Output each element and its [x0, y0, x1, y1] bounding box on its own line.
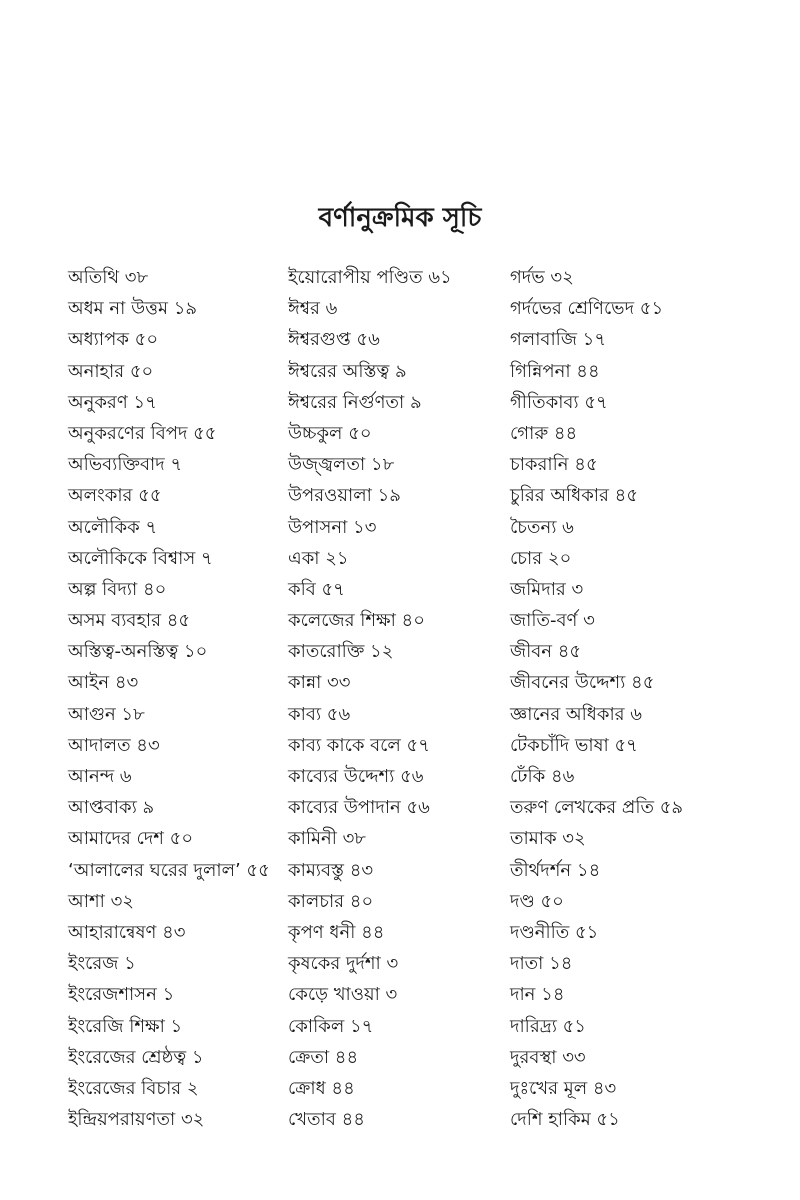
- index-entry: ইংরেজশাসন ১: [68, 984, 175, 1006]
- index-entry: গিন্নিপনা ৪৪: [510, 360, 600, 382]
- index-entry: কাব্যের উপাদান ৫৬: [288, 797, 430, 819]
- index-entry: উপরওয়ালা ১৯: [288, 485, 401, 507]
- index-entry: অতিথি ৩৮: [68, 267, 149, 288]
- index-entry: আহারান্বেষণ ৪৩: [68, 921, 186, 943]
- index-entry: আইন ৪৩: [68, 672, 139, 694]
- index-entry: আপ্তবাক্য ৯: [68, 797, 155, 819]
- index-entry: ক্রোধ ৪৪: [288, 1077, 355, 1099]
- index-column-2: [288, 262, 528, 1135]
- index-entry: গলাবাজি ১৭: [510, 329, 607, 351]
- index-entry: আমাদের দেশ ৫০: [68, 828, 194, 850]
- index-entry: ‘আলালের ঘরের দুলাল’ ৫৫: [68, 859, 270, 881]
- index-entry: কৃপণ ধনী ৪৪: [288, 921, 385, 943]
- index-entry: টেকচাঁদি ভাষা ৫৭: [510, 734, 638, 756]
- index-entry: কলেজের শিক্ষা ৪০: [288, 610, 425, 632]
- index-entry: ইংরেজের শ্রেষ্ঠত্ব ১: [68, 1046, 204, 1068]
- index-entry: একা ২১: [288, 547, 349, 569]
- index-entry: অসম ব্যবহার ৪৫: [68, 610, 191, 632]
- index-column-1: [68, 262, 308, 1135]
- index-entry: ক্রেতা ৪৪: [288, 1046, 359, 1068]
- page-title: বর্ণানুক্রমিক সূচি: [318, 203, 482, 234]
- index-entry: ঈশ্বরের নির্গুণতা ৯: [288, 391, 422, 413]
- index-entry: তরুণ লেখকের প্রতি ৫৯: [510, 797, 684, 819]
- index-entry: চোর ২০: [510, 547, 572, 569]
- index-entry: জমিদার ৩: [510, 578, 584, 600]
- index-entry: কোকিল ১৭: [288, 1015, 374, 1037]
- index-entry: জীবনের উদ্দেশ্য ৪৫: [510, 672, 655, 694]
- index-entry: গর্দভ ৩২: [510, 267, 574, 288]
- index-entry: ঢেঁকি ৪৬: [510, 766, 575, 787]
- index-column-3: [510, 262, 750, 1135]
- index-entry: দণ্ড ৫০: [510, 890, 564, 912]
- index-entry: জাতি-বর্ণ ৩: [510, 610, 595, 632]
- index-entry: ইংরেজ ১: [68, 953, 136, 975]
- index-entry: জ্ঞানের অধিকার ৬: [510, 703, 643, 725]
- index-entry: ঈশ্বরের অস্তিত্ব ৯: [288, 360, 407, 382]
- index-entry: তীর্থদর্শন ১৪: [510, 859, 601, 881]
- index-entry: কামিনী ৩৮: [288, 828, 366, 850]
- index-entry: আদালত ৪৩: [68, 734, 160, 756]
- index-entry: জীবন ৪৫: [510, 641, 582, 663]
- index-entry: ইংরেজের বিচার ২: [68, 1077, 199, 1099]
- index-entry: কান্না ৩৩: [288, 672, 351, 694]
- index-entry: অনুকরণ ১৭: [68, 391, 157, 413]
- index-entry: অনুকরণের বিপদ ৫৫: [68, 422, 217, 444]
- index-entry: দণ্ডনীতি ৫১: [510, 921, 599, 943]
- index-entry: অলংকার ৫৫: [68, 485, 162, 507]
- index-entry: অলৌকিক ৭: [68, 516, 158, 538]
- index-entry: কৃষকের দুর্দশা ৩: [288, 953, 399, 975]
- index-entry: ঈশ্বর ৬: [288, 298, 338, 320]
- index-entry: খেতাব ৪৪: [288, 1109, 365, 1131]
- index-entry: উজ্জ্বলতা ১৮: [288, 454, 395, 476]
- index-entry: ইংরেজি শিক্ষা ১: [68, 1015, 183, 1037]
- index-entry: আগুন ১৮: [68, 703, 145, 725]
- index-entry: চুরির অধিকার ৪৫: [510, 485, 639, 507]
- index-entry: কাব্য ৫৬: [288, 703, 351, 725]
- index-entry: দারিদ্র্য ৫১: [510, 1015, 586, 1037]
- index-entry: কালচার ৪০: [288, 890, 374, 912]
- index-entry: অভিব্যক্তিবাদ ৭: [68, 454, 183, 476]
- index-entry: কেড়ে খাওয়া ৩: [288, 984, 398, 1006]
- index-entry: কাম্যবস্তু ৪৩: [288, 859, 374, 881]
- index-entry: দান ১৪: [510, 984, 565, 1006]
- index-entry: আশা ৩২: [68, 890, 134, 912]
- index-entry: কবি ৫৭: [288, 578, 345, 600]
- index-entry: ইয়োরোপীয় পণ্ডিত ৬১: [288, 267, 452, 288]
- index-entry: কাব্য কাকে বলে ৫৭: [288, 734, 430, 756]
- index-entry: গীতিকাব্য ৫৭: [510, 391, 608, 413]
- index-entry: ইন্দ্রিয়পরায়ণতা ৩২: [68, 1109, 205, 1131]
- index-entry: অধ্যাপক ৫০: [68, 329, 159, 351]
- index-entry: অধম না উত্তম ১৯: [68, 298, 198, 320]
- index-entry: কাতরোক্তি ১২: [288, 641, 394, 663]
- index-entry: উপাসনা ১৩: [288, 516, 377, 538]
- index-entry: কাব্যের উদ্দেশ্য ৫৬: [288, 766, 424, 787]
- index-entry: অলৌকিকে বিশ্বাস ৭: [68, 547, 213, 569]
- index-entry: গর্দভের শ্রেণিভেদ ৫১: [510, 298, 664, 320]
- index-entry: দাতা ১৪: [510, 953, 573, 975]
- index-entry: উচ্চকুল ৫০: [288, 422, 372, 444]
- index-entry: অস্তিত্ব-অনস্তিত্ব ১০: [68, 641, 208, 663]
- index-entry: ঈশ্বরগুপ্ত ৫৬: [288, 329, 380, 351]
- index-entry: গোরু ৪৪: [510, 422, 578, 444]
- index-entry: তামাক ৩২: [510, 828, 586, 850]
- index-entry: দেশি হাকিম ৫১: [510, 1109, 620, 1131]
- index-entry: অনাহার ৫০: [68, 360, 154, 382]
- index-entry: দুরবস্থা ৩৩: [510, 1046, 586, 1068]
- index-entry: চৈতন্য ৬: [510, 516, 574, 538]
- index-entry: আনন্দ ৬: [68, 766, 132, 787]
- index-entry: অল্প বিদ্যা ৪০: [68, 578, 167, 600]
- index-entry: চাকরানি ৪৫: [510, 454, 598, 476]
- index-entry: দুঃখের মূল ৪৩: [510, 1077, 617, 1099]
